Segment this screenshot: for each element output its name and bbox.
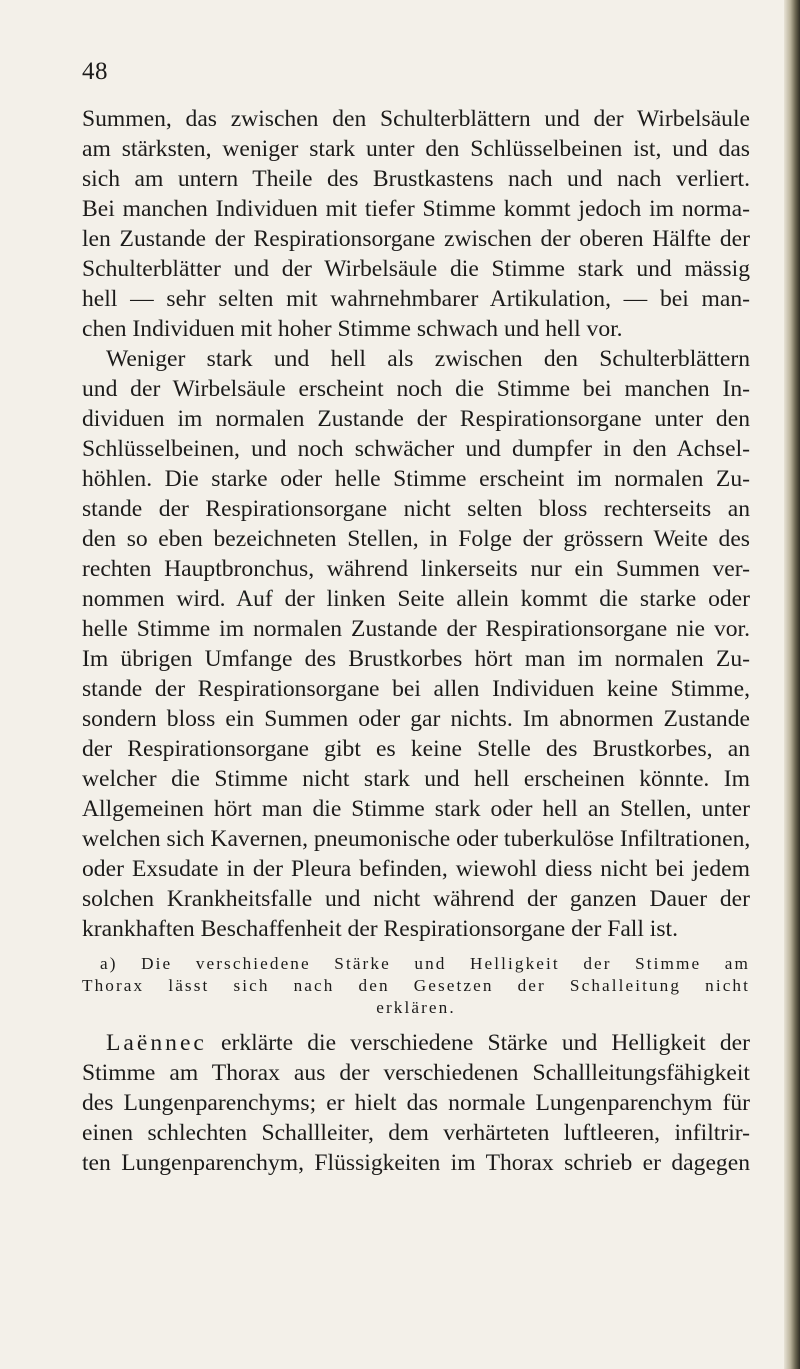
paragraph-1 <box>82 104 750 344</box>
text-line: Summen, das zwischen den Schulterblättern und der Wirbelsäule <box>82 106 750 132</box>
text-line: Schulterblätter und der Wirbelsäule die Stimme stark und mässig <box>82 256 750 282</box>
text-line: Allgemeinen hört man die Stimme stark oder hell an Stellen, unter <box>82 796 750 822</box>
text-line: Im übrigen Umfange des Brustkorbes hört man im normalen Zu- <box>82 646 750 672</box>
section-heading-line: a) Die verschiedene Stärke und Helligkeit der Stimme am <box>100 954 750 973</box>
text-line: hell — sehr selten mit wahrnehmbarer Artikulation, — bei man- <box>82 286 750 312</box>
text-line: chen Individuen mit hoher Stimme schwach und hell vor. <box>82 316 623 342</box>
text-line: sich am untern Theile des Brustkastens nach und nach verliert. <box>82 166 750 192</box>
text-line-rest: erklärte die verschiedene Stärke und Helligkeit der <box>206 1030 750 1056</box>
text-line: höhlen. Die starke oder helle Stimme erscheint im normalen Zu- <box>82 466 750 492</box>
section-heading <box>82 953 750 1019</box>
author-name: Laënnec <box>106 1030 207 1056</box>
text-line: len Zustande der Respirationsorgane zwischen der oberen Hälfte der <box>82 226 750 252</box>
text-line: ten Lungenparenchym, Flüssigkeiten im Thorax schrieb er dagegen <box>82 1150 750 1176</box>
text-line: Stimme am Thorax aus der verschiedenen Schallleitungsfähigkeit <box>82 1060 750 1086</box>
text-line: oder Exsudate in der Pleura befinden, wiewohl diess nicht bei jedem <box>82 856 750 882</box>
section-heading-line: erklären. <box>376 998 456 1017</box>
text-line: welchen sich Kavernen, pneumonische oder tuberkulöse Infiltrationen, <box>82 826 751 852</box>
text-line: stande der Respirationsorgane nicht selten bloss rechterseits an <box>82 496 750 522</box>
body-text <box>82 104 750 1178</box>
text-line: den so eben bezeichneten Stellen, in Folge der grössern Weite des <box>82 526 750 552</box>
section-heading-line: Thorax lässt sich nach den Gesetzen der Schalleitung nicht <box>82 976 750 995</box>
text-line: welcher die Stimme nicht stark und hell erscheinen könnte. Im <box>82 766 750 792</box>
paragraph-2 <box>82 344 750 944</box>
text-line <box>82 1028 750 1058</box>
text-line: krankhaften Beschaffenheit der Respirationsorgane der Fall ist. <box>82 916 678 942</box>
text-line: solchen Krankheitsfalle und nicht während der ganzen Dauer der <box>82 886 750 912</box>
text-line: nommen wird. Auf der linken Seite allein kommt die starke oder <box>82 586 750 612</box>
text-line: und der Wirbelsäule erscheint noch die Stimme bei manchen In- <box>82 376 750 402</box>
text-line: helle Stimme im normalen Zustande der Respirationsorgane nie vor. <box>82 616 750 642</box>
page-binding-edge <box>784 0 800 1369</box>
text-line: einen schlechten Schallleiter, dem verhärteten luftleeren, infiltrir- <box>82 1120 750 1146</box>
text-line: der Respirationsorgane gibt es keine Stelle des Brustkorbes, an <box>82 736 750 762</box>
text-line: stande der Respirationsorgane bei allen Individuen keine Stimme, <box>82 676 750 702</box>
text-line: rechten Hauptbronchus, während linkerseits nur ein Summen ver- <box>82 556 750 582</box>
text-line: dividuen im normalen Zustande der Respirationsorgane unter den <box>82 406 750 432</box>
text-line: sondern bloss ein Summen oder gar nichts. Im abnormen Zustande <box>82 706 750 732</box>
text-line: Bei manchen Individuen mit tiefer Stimme kommt jedoch im norma- <box>82 196 750 222</box>
text-line: Weniger stark und hell als zwischen den Schulterblättern <box>106 346 750 372</box>
text-line: Schlüsselbeinen, und noch schwächer und dumpfer in den Achsel- <box>82 436 750 462</box>
paragraph-3 <box>82 1028 750 1178</box>
text-line: des Lungenparenchyms; er hielt das normale Lungenparenchym für <box>82 1090 750 1116</box>
page-number: 48 <box>82 58 108 85</box>
text-line: am stärksten, weniger stark unter den Schlüsselbeinen ist, und das <box>82 136 750 162</box>
